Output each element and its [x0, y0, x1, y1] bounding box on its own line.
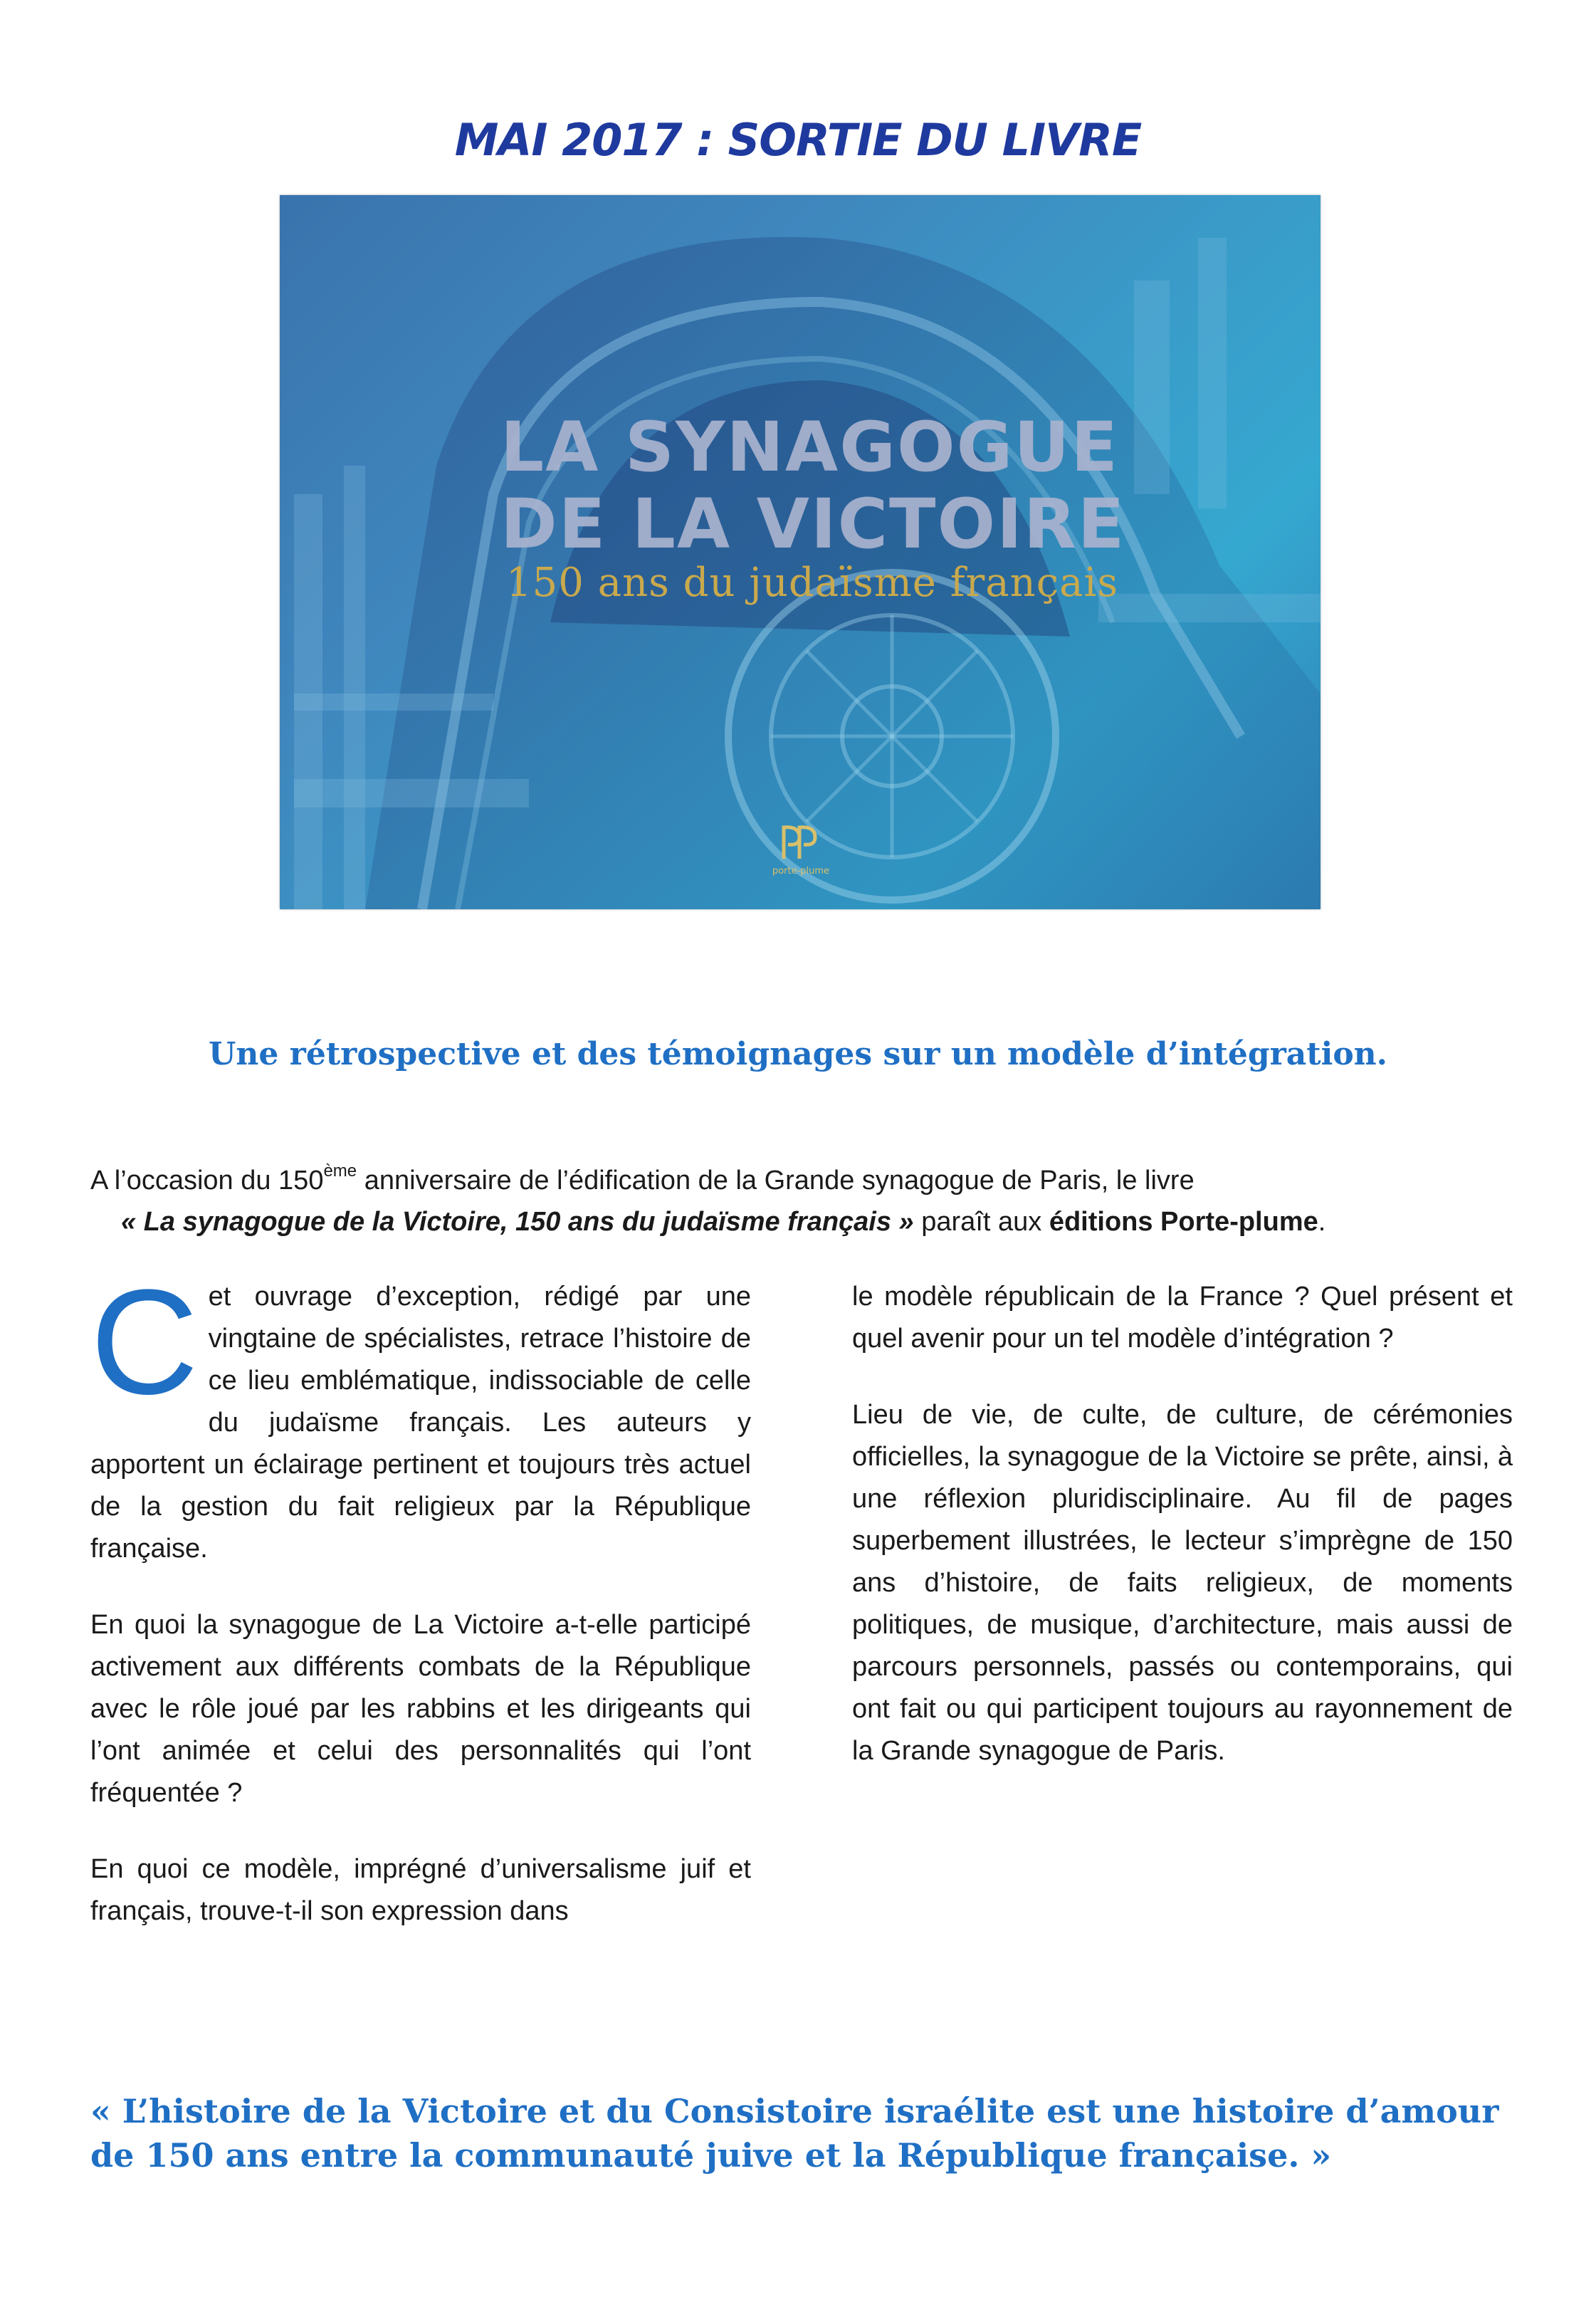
intro-text-after: anniversaire de l’édification de la Grande synagogue de Paris, le livre: [357, 1166, 1195, 1196]
paragraph-4: Lieu de vie, de culte, de culture, de cérémonies officielles, la synagogue de la Victoire se prête, ainsi, à une réflexion pluridisciplinaire. Au fil de pages superbement illustrées, le lecteur s’imprègne de 150 ans d’histoire, de faits religieux, de moments politiques, de musique, d’architecture, mais aussi de parcours personnels, passés ou contemporains, qui ont fait ou qui participent toujours au rayonnement de la Grande synagogue de Paris.: [852, 1400, 1513, 1766]
book-cover-image: [280, 195, 1321, 909]
intro-line-1: [90, 1162, 1514, 1199]
intro-superscript: ème: [323, 1161, 357, 1181]
cover-subtitle: 150 ans du judaïsme français: [506, 560, 1119, 606]
paragraph-1-text: et ouvrage d’exception, rédigé par une vingtaine de spécialistes, retrace l’histoire de ce lieu emblématique, indissociable de celle du judaïsme français. Les auteurs y apportent un éclairage pertinent et toujours très actuel de la gestion du fait religieux par la République française.: [90, 1282, 751, 1564]
intro-middle: paraît aux: [913, 1207, 1049, 1237]
body-column-left: [90, 1258, 751, 1967]
publisher-name: éditions Porte-plume: [1049, 1207, 1318, 1237]
cover-title-line2: DE LA VICTOIRE: [500, 484, 1126, 564]
closing-quote: « L’histoire de la Victoire et du Consistoire israélite est une histoire d’amour de 150 ans entre la communauté juive et la République française. »: [90, 2092, 1499, 2175]
intro-end: .: [1318, 1207, 1326, 1237]
book-title: « La synagogue de la Victoire, 150 ans du judaïsme français »: [121, 1207, 914, 1237]
body-column-right: [852, 1276, 1513, 1806]
paragraph-2: En quoi la synagogue de La Victoire a-t-elle participé activement aux différents combats de la République avec le rôle joué par les rabbins et les dirigeants qui l’ont animée et celui des personnalités qui l’ont fréquentée ?: [90, 1610, 751, 1808]
page-title: MAI 2017 : SORTIE DU LIVRE: [454, 114, 1142, 166]
drop-cap: C: [90, 1258, 199, 1425]
publisher-logo-icon: [778, 822, 821, 864]
paragraph-3-continued: le modèle républicain de la France ? Quel présent et quel avenir pour un tel modèle d’intégration ?: [852, 1282, 1513, 1354]
paragraph-3: En quoi ce modèle, imprégné d’universalisme juif et français, trouve-t-il son expression dans: [90, 1854, 751, 1926]
intro-line-2: [121, 1203, 1545, 1240]
intro-text-before: A l’occasion du 150: [90, 1166, 324, 1196]
cover-title-line1: LA SYNAGOGUE: [500, 407, 1119, 487]
paragraph-1: [90, 1258, 751, 1570]
cover-title: [500, 409, 1298, 563]
tagline: Une rétrospective et des témoignages sur un modèle d’intégration.: [209, 1036, 1387, 1072]
publisher-logo-text: porte-plume: [772, 866, 830, 877]
